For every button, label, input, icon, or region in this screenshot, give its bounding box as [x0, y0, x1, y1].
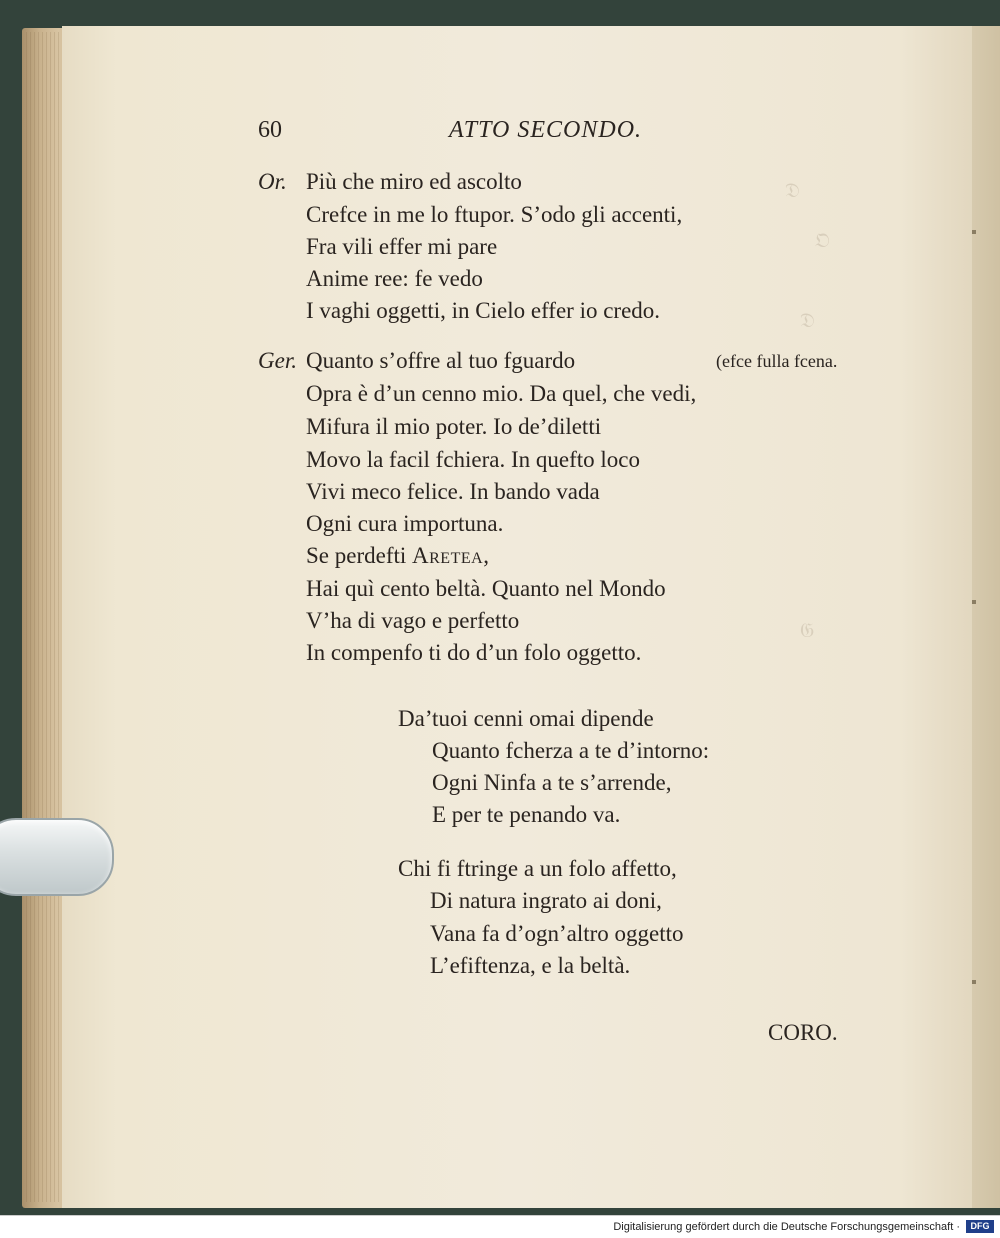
aria-line: E per te penando va.: [432, 802, 621, 827]
stage-direction: (efce fulla fcena.: [716, 351, 838, 371]
verse-line: In compenfo ti do d’un folo oggetto.: [306, 640, 642, 665]
aria-line: Ogni Ninfa a te s’arrende,: [432, 770, 672, 795]
footer-credit: Digitalisierung gefördert durch die Deutsche Forschungsgemeinschaft ·: [613, 1221, 960, 1233]
page-number: 60: [258, 117, 282, 143]
aria-line: Da’tuoi cenni omai dipende: [398, 706, 654, 731]
verse-text: ,: [483, 543, 489, 568]
bleed-through-mark: 𝔇: [800, 308, 815, 332]
bleed-through-mark: 𝔇: [785, 178, 800, 202]
verse-line: V’ha di vago e perfetto: [306, 608, 520, 633]
verse-line: Mifura il mio poter. Io de’diletti: [306, 414, 602, 439]
verse-line: Hai quì cento beltà. Quanto nel Mondo: [306, 576, 666, 601]
verse-line: I vaghi oggetti, in Cielo effer io credo.: [306, 298, 661, 323]
aria-line: Quanto fcherza a te d’intorno:: [432, 738, 710, 763]
verse-line: [306, 544, 489, 567]
verse-line: Più che miro ed ascolto: [306, 169, 522, 194]
verse-line: Vivi meco felice. In bando vada: [306, 479, 600, 504]
bleed-through-mark: 𝔒: [815, 228, 830, 252]
dfg-logo: DFG: [966, 1220, 994, 1233]
bookmark-clip: [0, 818, 114, 896]
aria-line: Di natura ingrato ai doni,: [430, 888, 662, 913]
catchword: CORO.: [768, 1020, 838, 1045]
verse-line: Ogni cura importuna.: [306, 511, 504, 536]
speaker-label: Ger.: [258, 348, 297, 373]
verse-line: Crefce in me lo ftupor. S’odo gli accenti,: [306, 202, 683, 227]
digitization-footer: [0, 1215, 1000, 1238]
verse-line: Movo la facil fchiera. In quefto loco: [306, 447, 641, 472]
aria-line: Chi fi ftringe a un folo affetto,: [398, 856, 677, 881]
verse-line: Opra è d’un cenno mio. Da quel, che vedi,: [306, 381, 697, 406]
speaker-label: Or.: [258, 169, 287, 194]
verse-line: Quanto s’offre al tuo fguardo: [306, 348, 576, 373]
verse-line: Anime ree: fe vedo: [306, 266, 483, 291]
verse-text: Se perdefti: [306, 543, 413, 568]
bleed-through-mark: 𝔊: [800, 618, 815, 642]
running-head: ATTO SECONDO.: [449, 117, 643, 143]
aria-line: L’efiftenza, e la beltà.: [430, 953, 631, 978]
aria-line: Vana fa d’ogn’altro oggetto: [430, 921, 684, 946]
verse-line: Fra vili effer mi pare: [306, 234, 498, 259]
character-name: Aretea: [412, 543, 484, 568]
